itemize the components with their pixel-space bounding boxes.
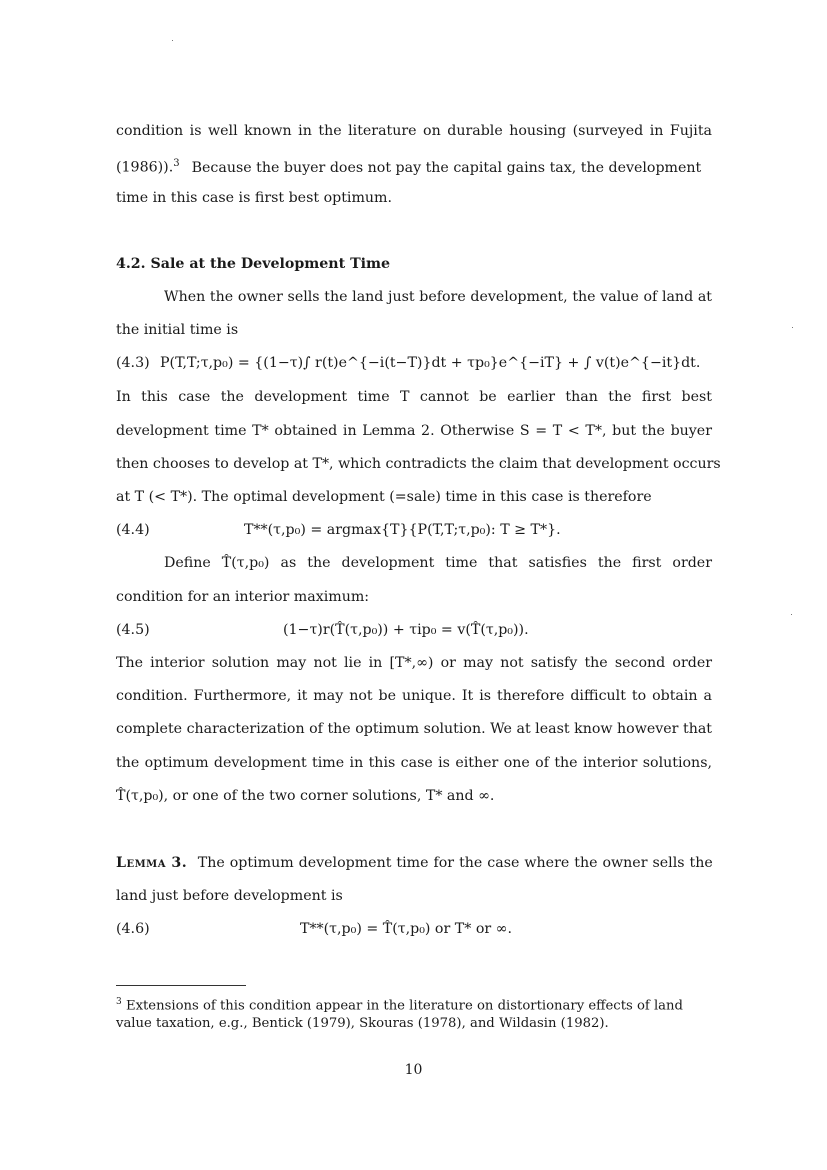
equation-4-5: (1−τ)r(T̂(τ,p₀)) + τip₀ = v(T̂(τ,p₀)). xyxy=(283,622,529,638)
lemma-statement xyxy=(116,853,712,873)
footnote xyxy=(116,993,716,1033)
text-line: then chooses to develop at T*, which contradicts the claim that development occurs xyxy=(116,456,721,472)
scan-speck xyxy=(791,614,792,615)
equation-number: (4.5) xyxy=(116,622,150,638)
text-line: condition. Furthermore, it may not be unique. It is therefore difficult to obtain a xyxy=(116,688,712,704)
footnote-rule xyxy=(116,985,246,986)
text-line: time in this case is first best optimum. xyxy=(116,190,392,206)
footnote-ref: 3 xyxy=(173,158,180,169)
text-line: In this case the development time T cannot be earlier than the first best xyxy=(116,389,712,405)
equation-4-6: T**(τ,p₀) = T̂(τ,p₀) or T* or ∞. xyxy=(300,921,512,937)
equation-number: (4.3) xyxy=(116,355,150,371)
text-line: T̂(τ,p₀), or one of the two corner solutions, T* and ∞. xyxy=(116,788,495,804)
text-line: condition for an interior maximum: xyxy=(116,589,370,605)
text-line: development time T* obtained in Lemma 2. Otherwise S = T < T*, but the buyer xyxy=(116,423,712,439)
scan-speck xyxy=(792,327,793,328)
text-line: the optimum development time in this case is either one of the interior solutions, xyxy=(116,755,712,771)
text-span: The optimum development time for the case where the owner sells the xyxy=(197,855,713,871)
text-line: land just before development is xyxy=(116,888,343,904)
lemma-label: Lemma 3. xyxy=(116,855,188,871)
text-line xyxy=(116,154,712,178)
footnote-line: value taxation, e.g., Bentick (1979), Skouras (1978), and Wildasin (1982). xyxy=(116,1016,609,1032)
text-span: Because the buyer does not pay the capital gains tax, the development xyxy=(191,159,702,176)
section-heading: 4.2. Sale at the Development Time xyxy=(116,256,391,272)
equation-number: (4.6) xyxy=(116,921,150,937)
text-line: When the owner sells the land just before development, the value of land at xyxy=(164,289,712,305)
equation-4-3: P(T,T;τ,p₀) = {(1−τ)∫ r(t)e^{−i(t−T)}dt + τp₀}e^{−iT} + ∫ v(t)e^{−it}dt. xyxy=(160,355,701,371)
text-span: (1986)). xyxy=(116,159,174,176)
scan-speck xyxy=(172,40,173,41)
text-line: Define T̂(τ,p₀) as the development time that satisfies the first order xyxy=(164,555,712,571)
equation-number: (4.4) xyxy=(116,522,150,538)
footnote-line: Extensions of this condition appear in the literature on distortionary effects of land xyxy=(125,998,683,1014)
text-line: at T (< T*). The optimal development (=sale) time in this case is therefore xyxy=(116,489,652,505)
equation-4-4: T**(τ,p₀) = argmax{T}{P(T,T;τ,p₀): T ≥ T*}. xyxy=(244,522,561,538)
text-line: the initial time is xyxy=(116,322,239,338)
text-line: complete characterization of the optimum solution. We at least know however that xyxy=(116,721,712,737)
page-number: 10 xyxy=(404,1062,423,1078)
text-line: condition is well known in the literature on durable housing (surveyed in Fujita xyxy=(116,123,712,139)
text-line: The interior solution may not lie in [T*,∞) or may not satisfy the second order xyxy=(116,655,712,671)
footnote-mark: 3 xyxy=(116,997,122,1007)
